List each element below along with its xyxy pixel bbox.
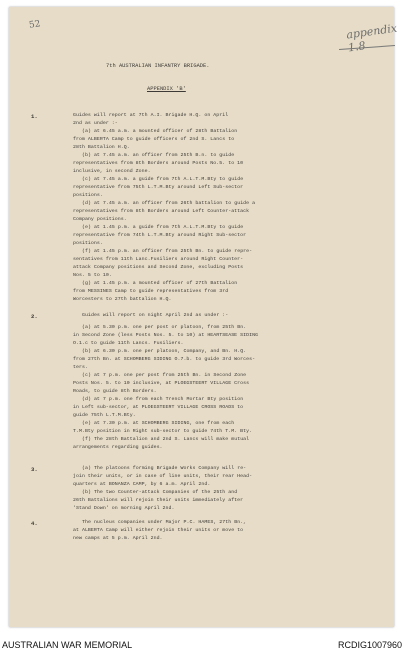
section-2-line: O.1.c to guide 11th Lancs. Fusiliers. — [73, 341, 184, 346]
section-1-line: positions. — [73, 241, 103, 246]
section-4-line: The nucleus companies under Major P.C. HAMES, 27th Bn., — [82, 520, 247, 525]
section-1-line: attack Company positions and Second Zone, excluding Posts — [73, 265, 244, 270]
section-1-line: inclusive, in second Zone. — [73, 169, 151, 174]
section-3-line: (a) The platoons forming Brigade Works Company will re- — [82, 466, 247, 471]
section-3-line: join their units, or in case of line units, their rear Head- — [73, 474, 253, 479]
section-3-line: quarters at BONANZA CAMP, by 6 a.m. April 2nd. — [73, 482, 211, 487]
section-4-line: new camps at 5 p.m. April 2nd. — [73, 536, 163, 541]
section-4-number: 4. — [31, 520, 38, 527]
section-1-line: (a) at 6.45 a.m. a mounted officer of 28th Battalion — [82, 129, 238, 134]
section-3-number: 3. — [31, 466, 38, 473]
section-1-line: Company positions. — [73, 217, 127, 222]
section-1-line: Guides will report at 7th A.I. Brigade H.Q. on April — [73, 113, 229, 118]
section-2-line: (e) at 7.30 p.m. at SCHOMBERG SIDING, one from each — [82, 421, 235, 426]
handwritten-appendix-note: appendix 1.8 — [345, 21, 398, 55]
section-1-line: Worcesters to 27th battalion H.Q. — [73, 297, 172, 302]
section-2-line: in Left sub-sector, at PLOEGSTEERT VILLAGE CROSS ROADS to — [73, 405, 244, 410]
section-4-line: at ALBERTA Camp will either rejoin their units or move to — [73, 528, 244, 533]
section-1-line: Nos. 5 to 10. — [73, 273, 112, 278]
section-1-line: from ALBERTA Camp to guide officers of 2nd S. Lancs to — [73, 137, 235, 142]
section-1-line: 2nd as under :- — [73, 121, 118, 126]
section-1-line: representative from 75th L.T.M.Bty around Left Sub-sector — [73, 185, 244, 190]
section-1-line: 28th Battalion H.Q. — [73, 145, 130, 150]
section-1-line: (g) at 1.45 p.m. a mounted officer of 27th Battalion — [82, 281, 238, 286]
section-1-line: (b) at 7.45 a.m. an officer from 25th B.n. to guide — [82, 153, 235, 158]
section-2-line: (a) at 5.30 p.m. one per post or platoon, from 25th Bn. — [82, 325, 247, 330]
section-1-line: sentatives from 11th Lanc.Fusiliers around Right Counter- — [73, 257, 244, 262]
section-1-line: positions. — [73, 193, 103, 198]
document-title: APPENDIX 'B' — [147, 86, 186, 92]
section-1-line: from MESSINES Camp to guide representatives from 3rd — [73, 289, 229, 294]
section-3-line: (b) The two Counter-attack Companies of the 25th and — [82, 490, 238, 495]
section-1-line: (d) at 7.45 a.m. an officer from 26th battalion to guide a — [82, 201, 256, 206]
section-1-number: 1. — [31, 113, 38, 120]
footer-source: AUSTRALIAN WAR MEMORIAL — [2, 640, 133, 650]
section-1-line: representatives from 8th Borders around Left Counter-attack — [73, 209, 250, 214]
section-2-line: (c) at 7 p.m. one per post from 25th Bn. in Second Zone — [82, 373, 247, 378]
section-2-line: (b) at 6.30 p.m. one per platoon, Company, and Bn. H.Q. — [82, 349, 247, 354]
section-2-line: ters. — [73, 365, 88, 370]
section-2-line: guide 75th L.T.M.Bty. — [73, 413, 136, 418]
section-3-line: 'Stand Down' on morning April 2nd. — [73, 506, 175, 511]
section-1-line: representatives from 8th Borders around Posts No.5. to 10 — [73, 161, 244, 166]
section-2-line: Roads, to guide 8th Borders. — [73, 389, 157, 394]
handwritten-page-number: 52 — [28, 19, 42, 31]
section-1-line: (f) at 1.45 p.m. an officer from 25th Bn. to guide repre- — [82, 249, 253, 254]
section-2-line: (d) at 7 p.m. one from each Trench Mortar Bty position — [82, 397, 244, 402]
section-2-line: Posts Nos. 5. to 10 inclusive, at PLOEGSTEERT VILLAGE Cross — [73, 381, 250, 386]
section-2-line: Guides will report on night April 2nd as under :- — [82, 313, 229, 318]
section-1-line: (e) at 1.45 p.m. a guide from 7th A.L.T.M.Bty to guide — [82, 225, 244, 230]
section-2-line: T.M.Bty position in Right sub-sector to guide 74th T.M. Bty. — [73, 429, 253, 434]
section-2-line: from 27th Bn. at SCHOMBERG SIDING O.7.b. to guide 3rd Worces- — [73, 357, 256, 362]
section-2-line: (f) The 28th Battalion and 2nd S. Lancs will make mutual — [82, 437, 250, 442]
section-3-line: 26th Battalions will rejoin their units immediately after — [73, 498, 244, 503]
section-1-line: (c) at 7.45 a.m. a guide from 7th A.L.T.M.Bty to guide — [82, 177, 244, 182]
section-2-line: in Second Zone (less Posts Nos. 5. to 10) at HEARTSEASE SIDING — [73, 333, 259, 338]
section-2-number: 2. — [31, 313, 38, 320]
section-1-line: representative from 74th L.T.M.Bty around Right Sub-sector — [73, 233, 247, 238]
footer-record-id: RCDIG1007960 — [337, 640, 402, 650]
section-2-line: arrangements regarding guides. — [73, 445, 163, 450]
document-page — [9, 7, 398, 627]
unit-heading: 7th AUSTRALIAN INFANTRY BRIGADE. — [106, 63, 210, 69]
